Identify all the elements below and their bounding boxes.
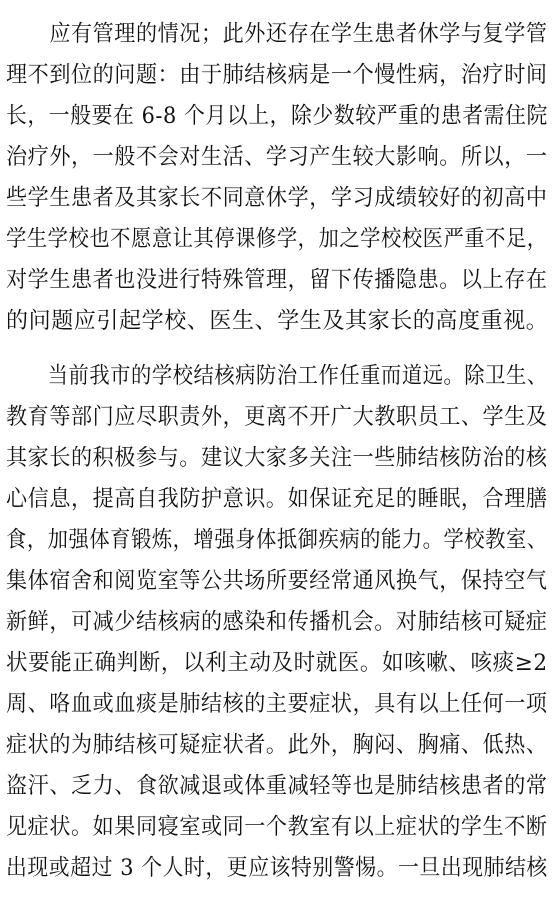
paragraph-1-line-2: 理不到位的问题：由于肺结核病是一个慢性病，治疗时间: [6, 62, 548, 88]
paragraph-2-line-6: 集体宿舍和阅览室等公共场所要经常通风换气，保持空气: [6, 568, 548, 594]
paragraph-2-line-2: 教育等部门应尽职责外，更离不开广大教职员工、学生及: [6, 404, 548, 430]
paragraph-2-line-3: 其家长的积极参与。建议大家多关注一些肺结核防治的核: [6, 445, 548, 471]
paragraph-1-line-4: 治疗外，一般不会对生活、学习产生较大影响。所以，一: [6, 144, 548, 170]
paragraph-1-line-6: 学生学校也不愿意让其停课修学，加之学校校医严重不足，: [6, 226, 548, 252]
paragraph-2-line-11: 盗汗、乏力、食欲减退或体重减轻等也是肺结核患者的常: [6, 773, 548, 799]
paragraph-1-line-5: 些学生患者及其家长不同意休学，学习成绩较好的初高中: [6, 185, 548, 211]
paragraph-2-line-4: 心信息，提高自我防护意识。如保证充足的睡眠，合理膳: [6, 486, 548, 512]
paragraph-2-line-1: 当前我市的学校结核病防治工作任重而道远。除卫生、: [6, 363, 548, 389]
paragraph-2-line-13: 出现或超过 3 个人时，更应该特别警惕。一旦出现肺结核: [6, 855, 548, 881]
paragraph-1-line-7: 对学生患者也没进行特殊管理，留下传播隐患。以上存在: [6, 267, 548, 293]
paragraph-1-line-8: 的问题应引起学校、医生、学生及其家长的高度重视。: [6, 308, 549, 334]
paragraph-2-line-7: 新鲜，可减少结核病的感染和传播机会。对肺结核可疑症: [6, 609, 548, 635]
paragraph-2-line-12: 见症状。如果同寝室或同一个教室有以上症状的学生不断: [6, 814, 548, 840]
paragraph-2-line-8: 状要能正确判断，以利主动及时就医。如咳嗽、咳痰≥2: [6, 650, 548, 676]
paragraph-1-line-3: 长，一般要在 6-8 个月以上，除少数较严重的患者需住院: [6, 103, 548, 129]
paragraph-1-line-1: 应有管理的情况；此外还存在学生患者休学与复学管: [6, 21, 548, 47]
paragraph-2-line-5: 食，加强体育锻炼，增强身体抵御疾病的能力。学校教室、: [6, 527, 548, 553]
paragraph-2-line-10: 症状的为肺结核可疑症状者。此外，胸闷、胸痛、低热、: [6, 732, 548, 758]
paragraph-2-line-9: 周、咯血或血痰是肺结核的主要症状，具有以上任何一项: [6, 691, 548, 717]
